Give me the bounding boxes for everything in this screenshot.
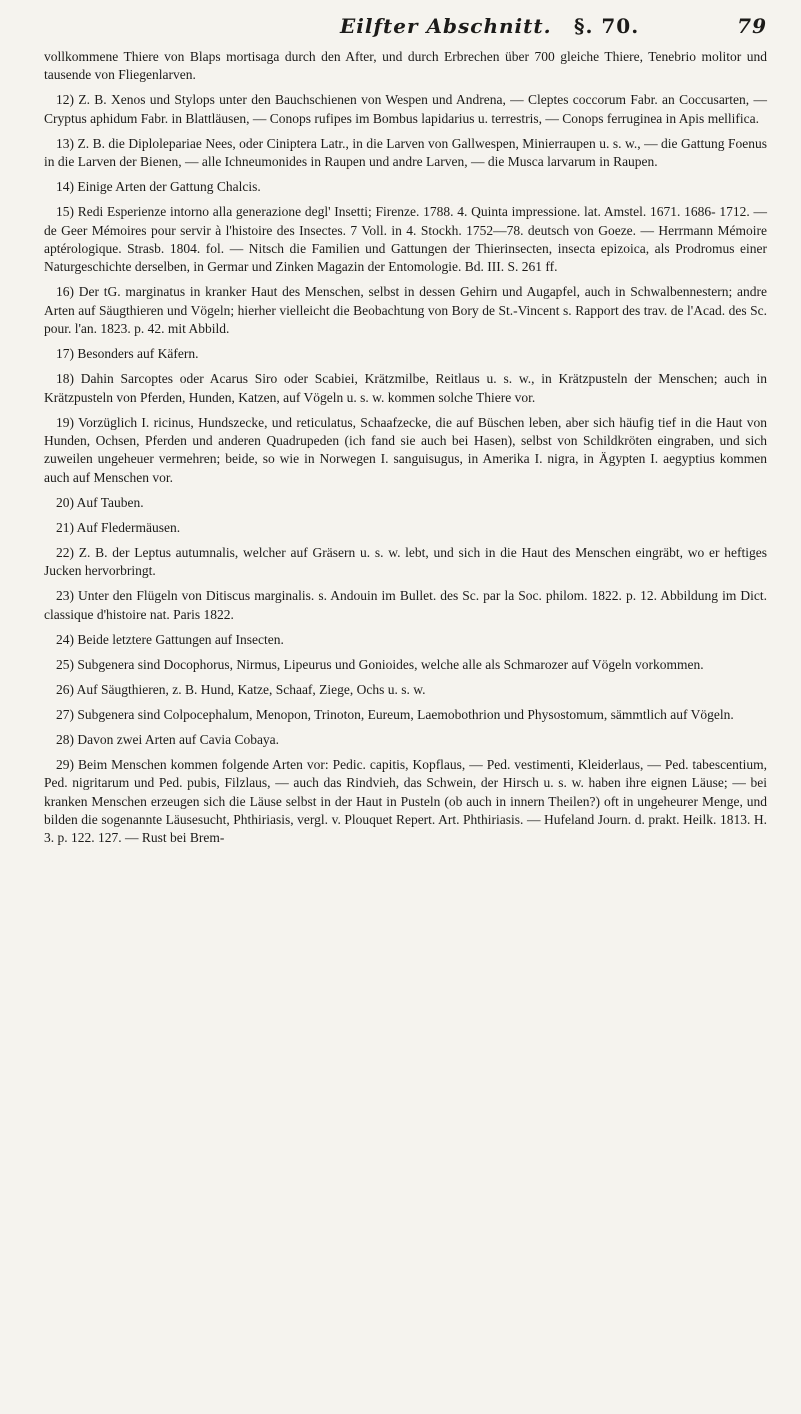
footnote-23: 23) Unter den Flügeln von Ditiscus marginalis. s. Andouin im Bullet. des Sc. par la Soc. philom. 1822. p. 12. Abbildung im Dict. classique d'histoire nat. Paris 1822. [44, 588, 767, 622]
footnote-26: 26) Auf Säugthieren, z. B. Hund, Katze, Schaaf, Ziege, Ochs u. s. w. [56, 681, 426, 697]
footnote-18: 18) Dahin Sarcoptes oder Acarus Siro oder Scabiei, Krätzmilbe, Reitlaus u. s. w., in Krätzpusteln der Menschen; auch in Krätzpusteln von Pferden, Hunden, Katzen, auf Vögeln u. s. w. kommen solche Thiere vor. [44, 371, 767, 405]
footnote-15: 15) Redi Esperienze intorno alla generazione degl' Insetti; Firenze. 1788. 4. Quinta impressione. lat. Amstel. 1671. 1686- 1712. — de Geer Mémoires pour servir à l'histoire des Insectes. 7 Voll. in 4. Stockh. 1752—78. deutsch von Goeze. — Herrmann Mémoire aptérologique. Strasb. 1804. fol. — Nitsch die Familien und Gattungen der Thierinsecten, insecta epizoica, als Prodromus einer Naturgeschichte derselben, in Germar und Zinken Magazin der Entomologie. Bd. III. S. 261 ff. [44, 204, 767, 275]
footnote-continuation: vollkommene Thiere von Blaps mortisaga durch den After, und durch Erbrechen über 700 gleiche Thiere, Tenebrio molitor und tausende von Fliegenlarven. [44, 49, 767, 83]
running-header [44, 14, 767, 48]
footnote-19: 19) Vorzüglich I. ricinus, Hundszecke, und reticulatus, Schaafzecke, die auf Büschen leben, aber sich häufig tief in die Haut von Hunden, Ochsen, Pferden und anderen Quadrupeden (ich fand sie auch bei Hasen), selbst von Schildkröten eingraben, und sich zuweilen ungeheuer vermehren; beide, so wie in Norwegen I. sanguisugus, in Amerika I. nigra, in Ägypten I. aegyptius kommen auch auf Menschen vor. [44, 414, 767, 485]
footnote-13: 13) Z. B. die Diplolepariae Nees, oder Ciniptera Latr., in die Larven von Gallwespen, Minierraupen u. s. w., — die Gattung Foenus in die Larven der Bienen, — alle Ichneumonides in Raupen und andre Larven, — die Musca larvarum in Raupen. [44, 135, 767, 170]
footnote-14: 14) Einige Arten der Gattung Chalcis. [56, 179, 261, 195]
footnote-17: 17) Besonders auf Käfern. [56, 346, 199, 362]
footnote-21: 21) Auf Fledermäusen. [56, 519, 181, 535]
footnote-24: 24) Beide letztere Gattungen auf Insecten. [56, 631, 284, 647]
chapter-title: Eilfter Abschnitt. [340, 14, 552, 38]
footnote-25: 25) Subgenera sind Docophorus, Nirmus, Lipeurus und Gonioides, welche alle als Schmarozer auf Vögeln vorkommen. [56, 656, 704, 672]
footnote-28: 28) Davon zwei Arten auf Cavia Cobaya. [56, 731, 280, 747]
footnote-16: 16) Der tG. marginatus in kranker Haut des Menschen, selbst in dessen Gehirn und Augapfel, auch in Schwalbennestern; andre Arten auf Säugthieren und Vögeln; hierher vielleicht die Beobachtung von Bory de St.-Vincent s. Rapport des trav. de l'Acad. des Sc. pour. l'an. 1823. p. 42. mit Abbild. [44, 284, 767, 337]
footnote-22: 22) Z. B. der Leptus autumnalis, welcher auf Gräsern u. s. w. lebt, und sich in die Haut des Menschen eingräbt, wo er heftiges Jucken hervorbringt. [44, 544, 767, 579]
footnote-27: 27) Subgenera sind Colpocephalum, Menopon, Trinoton, Eureum, Laemobothrion und Physostomum, sämmtlich auf Vögeln. [56, 706, 734, 722]
footnote-20: 20) Auf Tauben. [56, 494, 144, 510]
section-number: §. 70. [574, 14, 640, 38]
footnote-29: 29) Beim Menschen kommen folgende Arten vor: Pedic. capitis, Kopflaus, — Ped. vestimenti, Kleiderlaus, — Ped. tabescentium, Ped. nigritarum und Ped. pubis, Filzlaus, — auch das Rindvieh, das Schwein, der Hirsch u. s. w. haben ihre eignen Läuse; — bei kranken Menschen erzeugen sich die Läuse selbst in der Haut in Pusteln (ob auch in innern Theilen?) oft in ungeheurer Menge, und bilden die sogenannte Läusesucht, Phthiriasis, vergl. v. Plouquet Repert. Art. Phthiriasis. — Hufeland Journ. d. prakt. Heilk. 1813. H. 3. p. 122. 127. — Rust bei Brem- [44, 756, 767, 846]
footnote-12: 12) Z. B. Xenos und Stylops unter den Bauchschienen von Wespen und Andrena, — Cleptes coccorum Fabr. an Coccusarten, — Cryptus aphidum Fabr. in Blattläusen, — Conops rufipes im Bombus lapidarius u. terrestris, — Conops ferruginea in Apis mellifica. [44, 92, 767, 126]
page-number: 79 [737, 14, 767, 38]
footnotes [44, 48, 767, 848]
